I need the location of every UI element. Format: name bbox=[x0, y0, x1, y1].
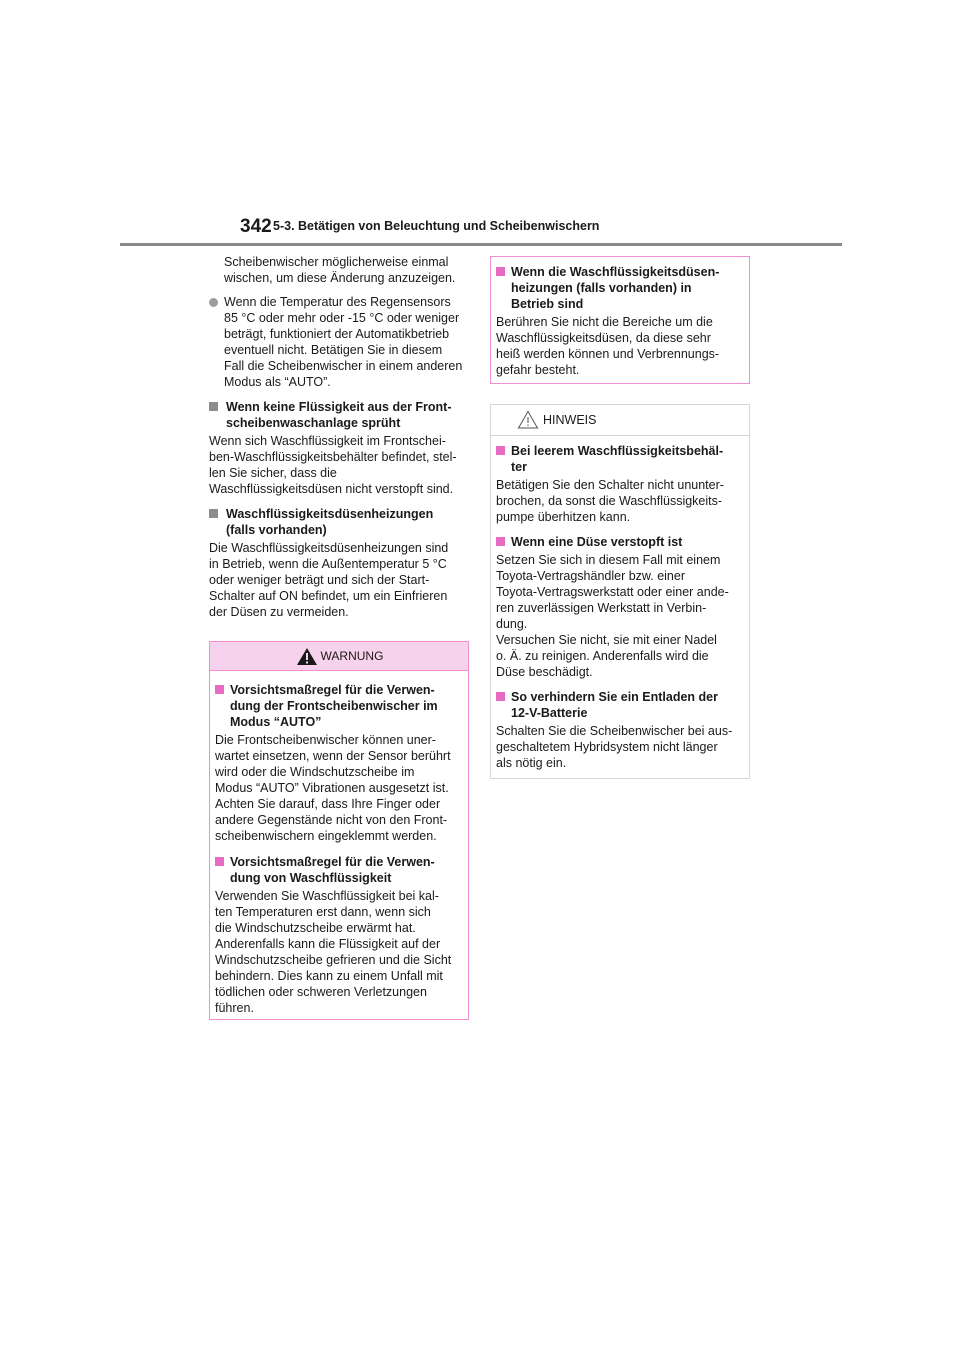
notice-header bbox=[491, 405, 749, 436]
text-line: oder weniger beträgt und sich der Start- bbox=[209, 573, 430, 587]
text-line: brochen, da sonst die Waschflüssigkeits- bbox=[496, 494, 723, 508]
heading-line: (falls vorhanden) bbox=[226, 523, 327, 537]
text-line: ben-Waschflüssigkeitsbehälter befindet, stel- bbox=[209, 450, 457, 464]
square-bullet-icon bbox=[215, 857, 224, 866]
text-line: Toyota-Vertragshändler bzw. einer bbox=[496, 569, 685, 583]
heading-line: ter bbox=[511, 460, 527, 474]
heading-line: Bei leerem Waschflüssigkeitsbehäl- bbox=[511, 444, 724, 458]
text-line: o. Ä. zu reinigen. Anderenfalls wird die bbox=[496, 649, 709, 663]
text-line: Scheibenwischer möglicherweise einmal bbox=[224, 255, 449, 269]
text-line: dung. bbox=[496, 617, 528, 631]
text-line: pumpe überhitzen kann. bbox=[496, 510, 631, 524]
warning-box bbox=[209, 641, 469, 1020]
page-number: 342 bbox=[240, 216, 272, 237]
warning-box-continued bbox=[490, 256, 750, 384]
text-line: die Windschutzscheibe erwärmt hat. bbox=[215, 921, 416, 935]
heading-line: Waschflüssigkeitsdüsenheizungen bbox=[226, 507, 434, 521]
bullet-item bbox=[209, 294, 465, 390]
text-line: Toyota-Vertragswerkstatt oder einer ande- bbox=[496, 585, 729, 599]
heading-line: dung der Frontscheibenwischer im bbox=[230, 699, 438, 713]
text-line: Achten Sie darauf, dass Ihre Finger oder bbox=[215, 797, 441, 811]
heading-line: dung von Waschflüssigkeit bbox=[230, 871, 392, 885]
square-bullet-icon bbox=[496, 692, 505, 701]
text-line: wartet einsetzen, wenn der Sensor berührt bbox=[215, 749, 451, 763]
text-line: Waschflüssigkeitsdüsen, da diese sehr bbox=[496, 331, 711, 345]
text-line: als nötig ein. bbox=[496, 756, 567, 770]
text-line: in Betrieb, wenn die Außentemperatur 5 °C bbox=[209, 557, 447, 571]
heading-line: Wenn die Waschflüssigkeitsdüsen- bbox=[511, 265, 720, 279]
heading-line: Vorsichtsmaßregel für die Verwen- bbox=[230, 855, 435, 869]
text-line: beträgt, funktioniert der Automatikbetrieb bbox=[224, 327, 450, 341]
left-column bbox=[209, 254, 465, 620]
heading-line: scheibenwaschanlage sprüht bbox=[226, 416, 401, 430]
square-bullet-icon bbox=[209, 509, 218, 518]
text-line: Wenn die Temperatur des Regensensors bbox=[224, 295, 451, 309]
text-line: 85 °C oder mehr oder -15 °C oder weniger bbox=[224, 311, 460, 325]
heading-line: So verhindern Sie ein Entladen der bbox=[511, 690, 718, 704]
square-bullet-icon bbox=[496, 267, 505, 276]
heading-line: 12-V-Batterie bbox=[511, 706, 588, 720]
square-bullet-icon bbox=[215, 685, 224, 694]
section-heading bbox=[209, 399, 465, 431]
section-body bbox=[496, 723, 744, 771]
heading-line: Modus “AUTO” bbox=[230, 715, 322, 729]
text-line: Setzen Sie sich in diesem Fall mit einem bbox=[496, 553, 721, 567]
heading-line: Vorsichtsmaßregel für die Verwen- bbox=[230, 683, 435, 697]
chapter-title: 5-3. Betätigen von Beleuchtung und Scheibenwischern bbox=[273, 219, 600, 233]
section-body bbox=[496, 314, 744, 378]
square-bullet-icon bbox=[209, 402, 218, 411]
text-line: Verwenden Sie Waschflüssigkeit bei kal- bbox=[215, 889, 439, 903]
continued-paragraph bbox=[209, 254, 465, 286]
text-line: Anderenfalls kann die Flüssigkeit auf der bbox=[215, 937, 441, 951]
text-line: Die Frontscheibenwischer können uner- bbox=[215, 733, 436, 747]
text-line: Fall die Scheibenwischer in einem anderen bbox=[224, 359, 463, 373]
section-heading bbox=[209, 506, 465, 538]
section-body bbox=[215, 732, 463, 844]
section-body bbox=[215, 888, 463, 1016]
section-heading bbox=[496, 264, 744, 312]
header-divider bbox=[120, 243, 842, 246]
text-line: der Düsen zu vermeiden. bbox=[209, 605, 349, 619]
notice-label: HINWEIS bbox=[543, 413, 597, 427]
text-line: tödlichen oder schweren Verletzungen bbox=[215, 985, 427, 999]
text-line: ten Temperaturen erst dann, wenn sich bbox=[215, 905, 431, 919]
text-line: Windschutzscheibe gefrieren und die Sicht bbox=[215, 953, 452, 967]
square-bullet-icon bbox=[496, 446, 505, 455]
section-body bbox=[496, 552, 744, 680]
text-line: führen. bbox=[215, 1001, 254, 1015]
text-line: scheibenwischern eingeklemmt werden. bbox=[215, 829, 437, 843]
section-heading bbox=[496, 443, 744, 475]
section-body bbox=[209, 433, 465, 497]
text-line: andere Gegenstände nicht von den Front- bbox=[215, 813, 448, 827]
bullet-icon bbox=[209, 298, 218, 307]
text-line: geschaltetem Hybridsystem nicht länger bbox=[496, 740, 718, 754]
text-line: wischen, um diese Änderung anzuzeigen. bbox=[224, 271, 456, 285]
text-line: gefahr besteht. bbox=[496, 363, 580, 377]
text-line: Berühren Sie nicht die Bereiche um die bbox=[496, 315, 713, 329]
warning-header bbox=[210, 642, 468, 671]
section-heading bbox=[215, 682, 463, 730]
notice-triangle-icon bbox=[517, 410, 539, 429]
notice-box bbox=[490, 404, 750, 779]
text-line: Betätigen Sie den Schalter nicht ununter- bbox=[496, 478, 724, 492]
text-line: wird oder die Windschutzscheibe im bbox=[215, 765, 415, 779]
text-line: Schalten Sie die Scheibenwischer bei aus- bbox=[496, 724, 733, 738]
section-body bbox=[496, 477, 744, 525]
text-line: Versuchen Sie nicht, sie mit einer Nadel bbox=[496, 633, 717, 647]
heading-line: Wenn eine Düse verstopft ist bbox=[511, 535, 683, 549]
text-line: behindern. Dies kann zu einem Unfall mit bbox=[215, 969, 443, 983]
text-line: Düse beschädigt. bbox=[496, 665, 593, 679]
text-line: Modus als “AUTO”. bbox=[224, 375, 331, 389]
section-body bbox=[209, 540, 465, 620]
text-line: ren zuverlässigen Werkstatt in Verbin- bbox=[496, 601, 707, 615]
heading-line: heizungen (falls vorhanden) in bbox=[511, 281, 692, 295]
text-line: Waschflüssigkeitsdüsen nicht verstopft sind. bbox=[209, 482, 454, 496]
section-heading bbox=[215, 854, 463, 886]
square-bullet-icon bbox=[496, 537, 505, 546]
text-line: len Sie sicher, dass die bbox=[209, 466, 337, 480]
text-line: Schalter auf ON befindet, um ein Einfrieren bbox=[209, 589, 448, 603]
text-line: Modus “AUTO” Vibrationen ausgesetzt ist. bbox=[215, 781, 449, 795]
heading-line: Betrieb sind bbox=[511, 297, 584, 311]
heading-line: Wenn keine Flüssigkeit aus der Front- bbox=[226, 400, 452, 414]
text-line: heiß werden können und Verbrennungs- bbox=[496, 347, 720, 361]
text-line: Wenn sich Waschflüssigkeit im Frontschei- bbox=[209, 434, 446, 448]
section-heading bbox=[496, 689, 744, 721]
text-line: Die Waschflüssigkeitsdüsenheizungen sind bbox=[209, 541, 449, 555]
warning-label: WARNUNG bbox=[320, 649, 384, 663]
section-heading bbox=[496, 534, 744, 550]
text-line: eventuell nicht. Betätigen Sie in diesem bbox=[224, 343, 443, 357]
